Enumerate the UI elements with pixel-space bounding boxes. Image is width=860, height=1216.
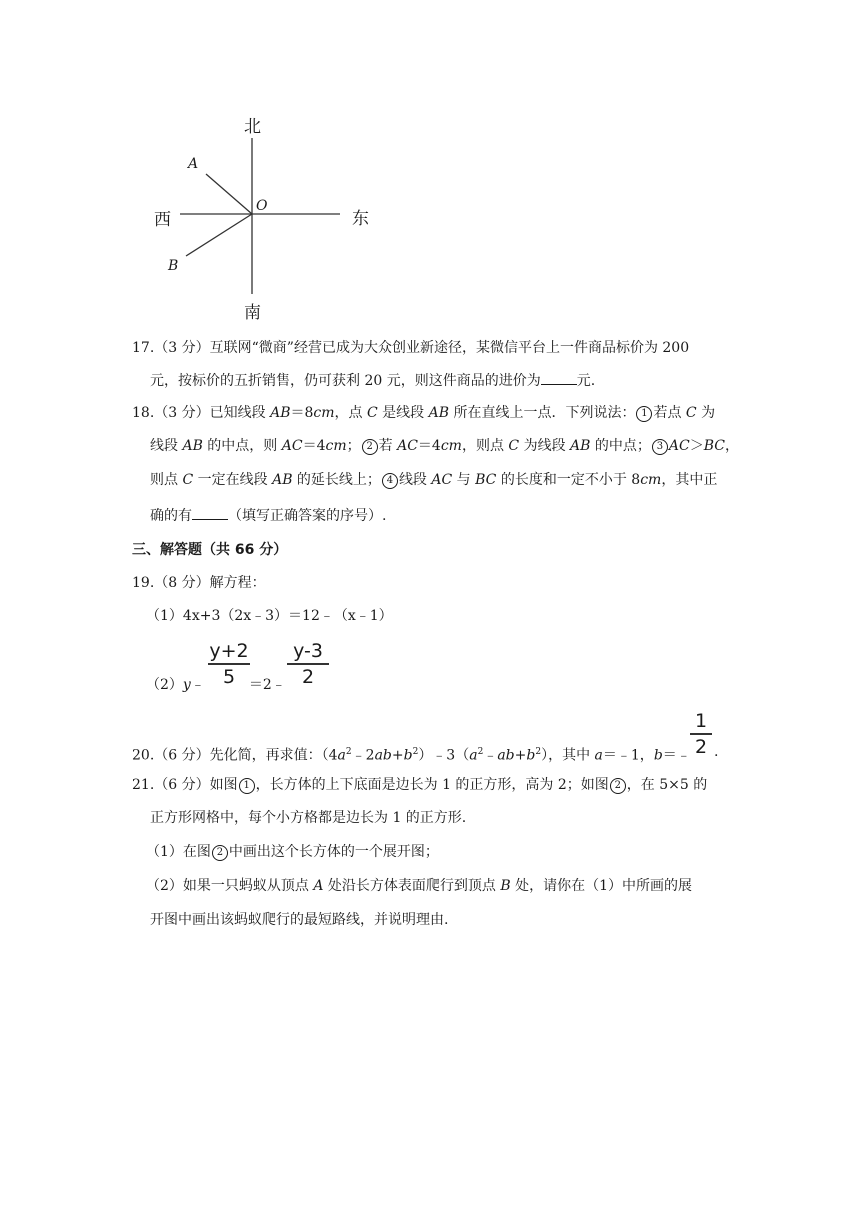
section-3-heading: 三、解答题（共 66 分） xyxy=(132,542,288,558)
east-label: 东 xyxy=(352,209,369,229)
circled-number-1: 1 xyxy=(636,406,652,422)
q17-line-1: 17.（3 分）互联网“微商”经营已成为大众创业新途径，某微信平台上一件商品标价为 200 xyxy=(132,340,690,356)
ray-ob xyxy=(186,214,252,256)
q19-equation-2: （2）y﹣ ＝2﹣ xyxy=(146,677,286,693)
q19-line-1: 19.（8 分）解方程： xyxy=(132,575,266,591)
q21-part-1: （1）在图 2 中画出这个长方体的一个展开图； xyxy=(146,844,439,860)
circled-number-1: 1 xyxy=(239,778,255,794)
q20-fraction: 1 2 xyxy=(690,710,712,758)
q19-fraction-1: y+2 5 xyxy=(209,640,249,688)
q18-line-1: 18.（3 分）已知线段 AB＝8cm，点 C 是线段 AB 所在直线上一点．下列说法： 1 若点 C 为 xyxy=(132,405,716,421)
west-label: 西 xyxy=(154,210,171,230)
q20-line-1: 20.（6 分）先化简，再求值：$(4a^2﹣2ab+b^2)﹣3(a^2﹣ab+b^2)$，其中 a＝﹣1，b＝﹣ xyxy=(132,747,691,764)
q21-line-2: 正方形网格中，每个小方格都是边长为 1 的正方形. xyxy=(150,810,467,826)
circled-number-3: 3 xyxy=(652,439,668,455)
q17-line-2: 元，按标价的五折销售，仍可获利 20 元，则这件商品的进价为 元. xyxy=(150,370,595,391)
q18-line-3: 则点 C 一定在线段 AB 的延长线上； 4 线段 AC 与 BC 的长度和一定不小于 8cm，其中正 xyxy=(150,472,718,488)
q18-line-2: 线段 AB 的中点，则 AC＝4cm； 2 若 AC＝4cm，则点 C 为线段 AB 的中点； 3 AC＞BC， xyxy=(150,438,739,454)
ray-oa xyxy=(206,174,252,214)
circled-number-4: 4 xyxy=(382,473,398,489)
q18-answer-blank xyxy=(192,505,228,520)
compass-diagram xyxy=(140,108,390,328)
q19-fraction-2: y-3 2 xyxy=(287,640,329,688)
circled-number-2: 2 xyxy=(610,778,626,794)
q20-period: . xyxy=(714,744,719,760)
q21-line-1: 21.（6 分）如图 1 ，长方体的上下底面是边长为 1 的正方形，高为 2；如图 2 ，在 5×5 的 xyxy=(132,777,708,793)
south-label: 南 xyxy=(244,303,261,323)
origin-label: O xyxy=(256,198,268,214)
q17-answer-blank xyxy=(541,370,577,385)
q21-part-2: （2）如果一只蚂蚁从顶点 A 处沿长方体表面爬行到顶点 B 处，请你在（1）中所画的展 xyxy=(146,878,693,894)
q19-equation-1: （1）4x+3（2x﹣3）＝12﹣（x﹣1） xyxy=(146,608,393,624)
circled-number-2: 2 xyxy=(212,845,228,861)
circled-number-2: 2 xyxy=(362,439,378,455)
q21-part-2-cont: 开图中画出该蚂蚁爬行的最短路线，并说明理由. xyxy=(150,912,449,928)
q18-line-4: 确的有 （填写正确答案的序号）. xyxy=(150,505,386,526)
point-b-label: B xyxy=(168,258,179,274)
north-label: 北 xyxy=(244,117,261,137)
point-a-label: A xyxy=(188,156,199,172)
